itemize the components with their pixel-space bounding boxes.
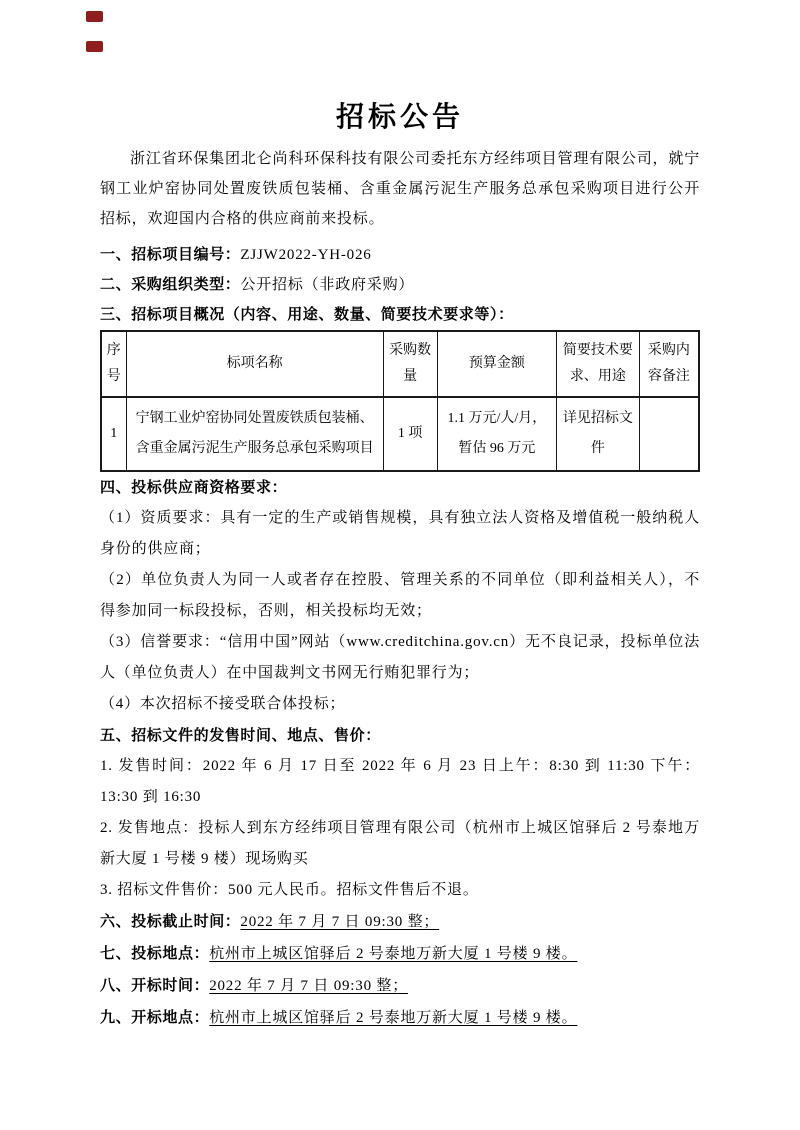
cell-item-name: 宁钢工业炉窑协同处置废铁质包装桶、含重金属污泥生产服务总承包采购项目 bbox=[126, 397, 383, 471]
page-title: 招标公告 bbox=[335, 101, 464, 132]
header-budget: 预算金额 bbox=[437, 331, 557, 397]
table-row bbox=[101, 397, 699, 471]
section-6-bid-deadline bbox=[100, 906, 700, 938]
header-item-name: 标项名称 bbox=[126, 331, 383, 397]
section-9-opening-location bbox=[100, 1002, 700, 1034]
sale-item-time: 1. 发售时间：2022 年 6 月 17 日至 2022 年 6 月 23 日上午：8:30 到 11:30 下午：13:30 到 16:30 bbox=[100, 758, 700, 805]
section-7-bid-location bbox=[100, 938, 700, 970]
corner-red-mark-top bbox=[86, 11, 103, 22]
section-2-label: 二、采购组织类型： bbox=[100, 276, 241, 293]
section-2-value: 公开招标（非政府采购） bbox=[240, 277, 415, 293]
cell-serial: 1 bbox=[101, 397, 126, 471]
section-7-value: 杭州市上城区馆驿后 2 号泰地万新大厦 1 号楼 9 楼。 bbox=[209, 946, 578, 962]
section-3-label: 三、招标项目概况（内容、用途、数量、简要技术要求等）： bbox=[100, 306, 514, 323]
section-5-heading: 五、招标文件的发售时间、地点、售价： bbox=[100, 727, 381, 744]
section-4-heading: 四、投标供应商资格要求： bbox=[100, 479, 288, 496]
section-3-project-overview bbox=[100, 300, 700, 330]
section-1-value: ZJJW2022-YH-026 bbox=[240, 247, 372, 263]
section-9-value: 杭州市上城区馆驿后 2 号泰地万新大厦 1 号楼 9 楼。 bbox=[209, 1010, 578, 1026]
lower-sections bbox=[100, 472, 700, 1034]
section-1-label: 一、招标项目编号： bbox=[100, 246, 241, 263]
section-8-opening-time bbox=[100, 970, 700, 1002]
intro-paragraph: 浙江省环保集团北仑尚科环保科技有限公司委托东方经纬项目管理有限公司，就宁钢工业炉窑协同处置废铁质包装桶、含重金属污泥生产服务总承包采购项目进行公开招标，欢迎国内合格的供应商前来投标。 bbox=[100, 151, 700, 227]
requirement-item-3: （3）信誉要求：“信用中国”网站（www.creditchina.gov.cn）无不良记录，投标单位法人（单位负责人）在中国裁判文书网无行贿犯罪行为； bbox=[100, 634, 700, 681]
corner-red-mark-bottom bbox=[86, 41, 103, 52]
section-8-value: 2022 年 7 月 7 日 09:30 整； bbox=[209, 978, 409, 994]
sale-item-location: 2. 发售地点：投标人到东方经纬项目管理有限公司（杭州市上城区馆驿后 2 号泰地万新大厦 1 号楼 9 楼）现场购买 bbox=[100, 820, 700, 867]
section-2-procurement-type bbox=[100, 270, 700, 300]
requirement-item-1: （1）资质要求：具有一定的生产或销售规模，具有独立法人资格及增值税一般纳税人身份的供应商； bbox=[100, 510, 700, 557]
cell-tech-requirements: 详见招标文件 bbox=[557, 397, 640, 471]
section-9-label: 九、开标地点： bbox=[100, 1009, 210, 1026]
table-header-row bbox=[101, 331, 699, 397]
sale-item-price: 3. 招标文件售价：500 元人民币。招标文件售后不退。 bbox=[100, 882, 479, 898]
section-1-tender-number bbox=[100, 240, 700, 270]
section-8-label: 八、开标时间： bbox=[100, 977, 210, 994]
project-overview-table bbox=[100, 330, 700, 472]
requirement-item-4: （4）本次招标不接受联合体投标； bbox=[100, 696, 346, 712]
cell-quantity: 1 项 bbox=[383, 397, 437, 471]
section-6-label: 六、投标截止时间： bbox=[100, 913, 241, 930]
cell-budget: 1.1 万元/人/月，暂估 96 万元 bbox=[437, 397, 557, 471]
header-quantity: 采购数量 bbox=[383, 331, 437, 397]
top-sections bbox=[100, 240, 700, 330]
header-remarks: 采购内容备注 bbox=[639, 331, 699, 397]
cell-remarks bbox=[639, 397, 699, 471]
header-tech-requirements: 简要技术要求、用途 bbox=[557, 331, 640, 397]
requirement-item-2: （2）单位负责人为同一人或者存在控股、管理关系的不同单位（即利益相关人），不得参加同一标段投标，否则，相关投标均无效； bbox=[100, 572, 700, 619]
section-7-label: 七、投标地点： bbox=[100, 945, 210, 962]
header-serial: 序号 bbox=[101, 331, 126, 397]
section-6-value: 2022 年 7 月 7 日 09:30 整； bbox=[240, 914, 440, 930]
